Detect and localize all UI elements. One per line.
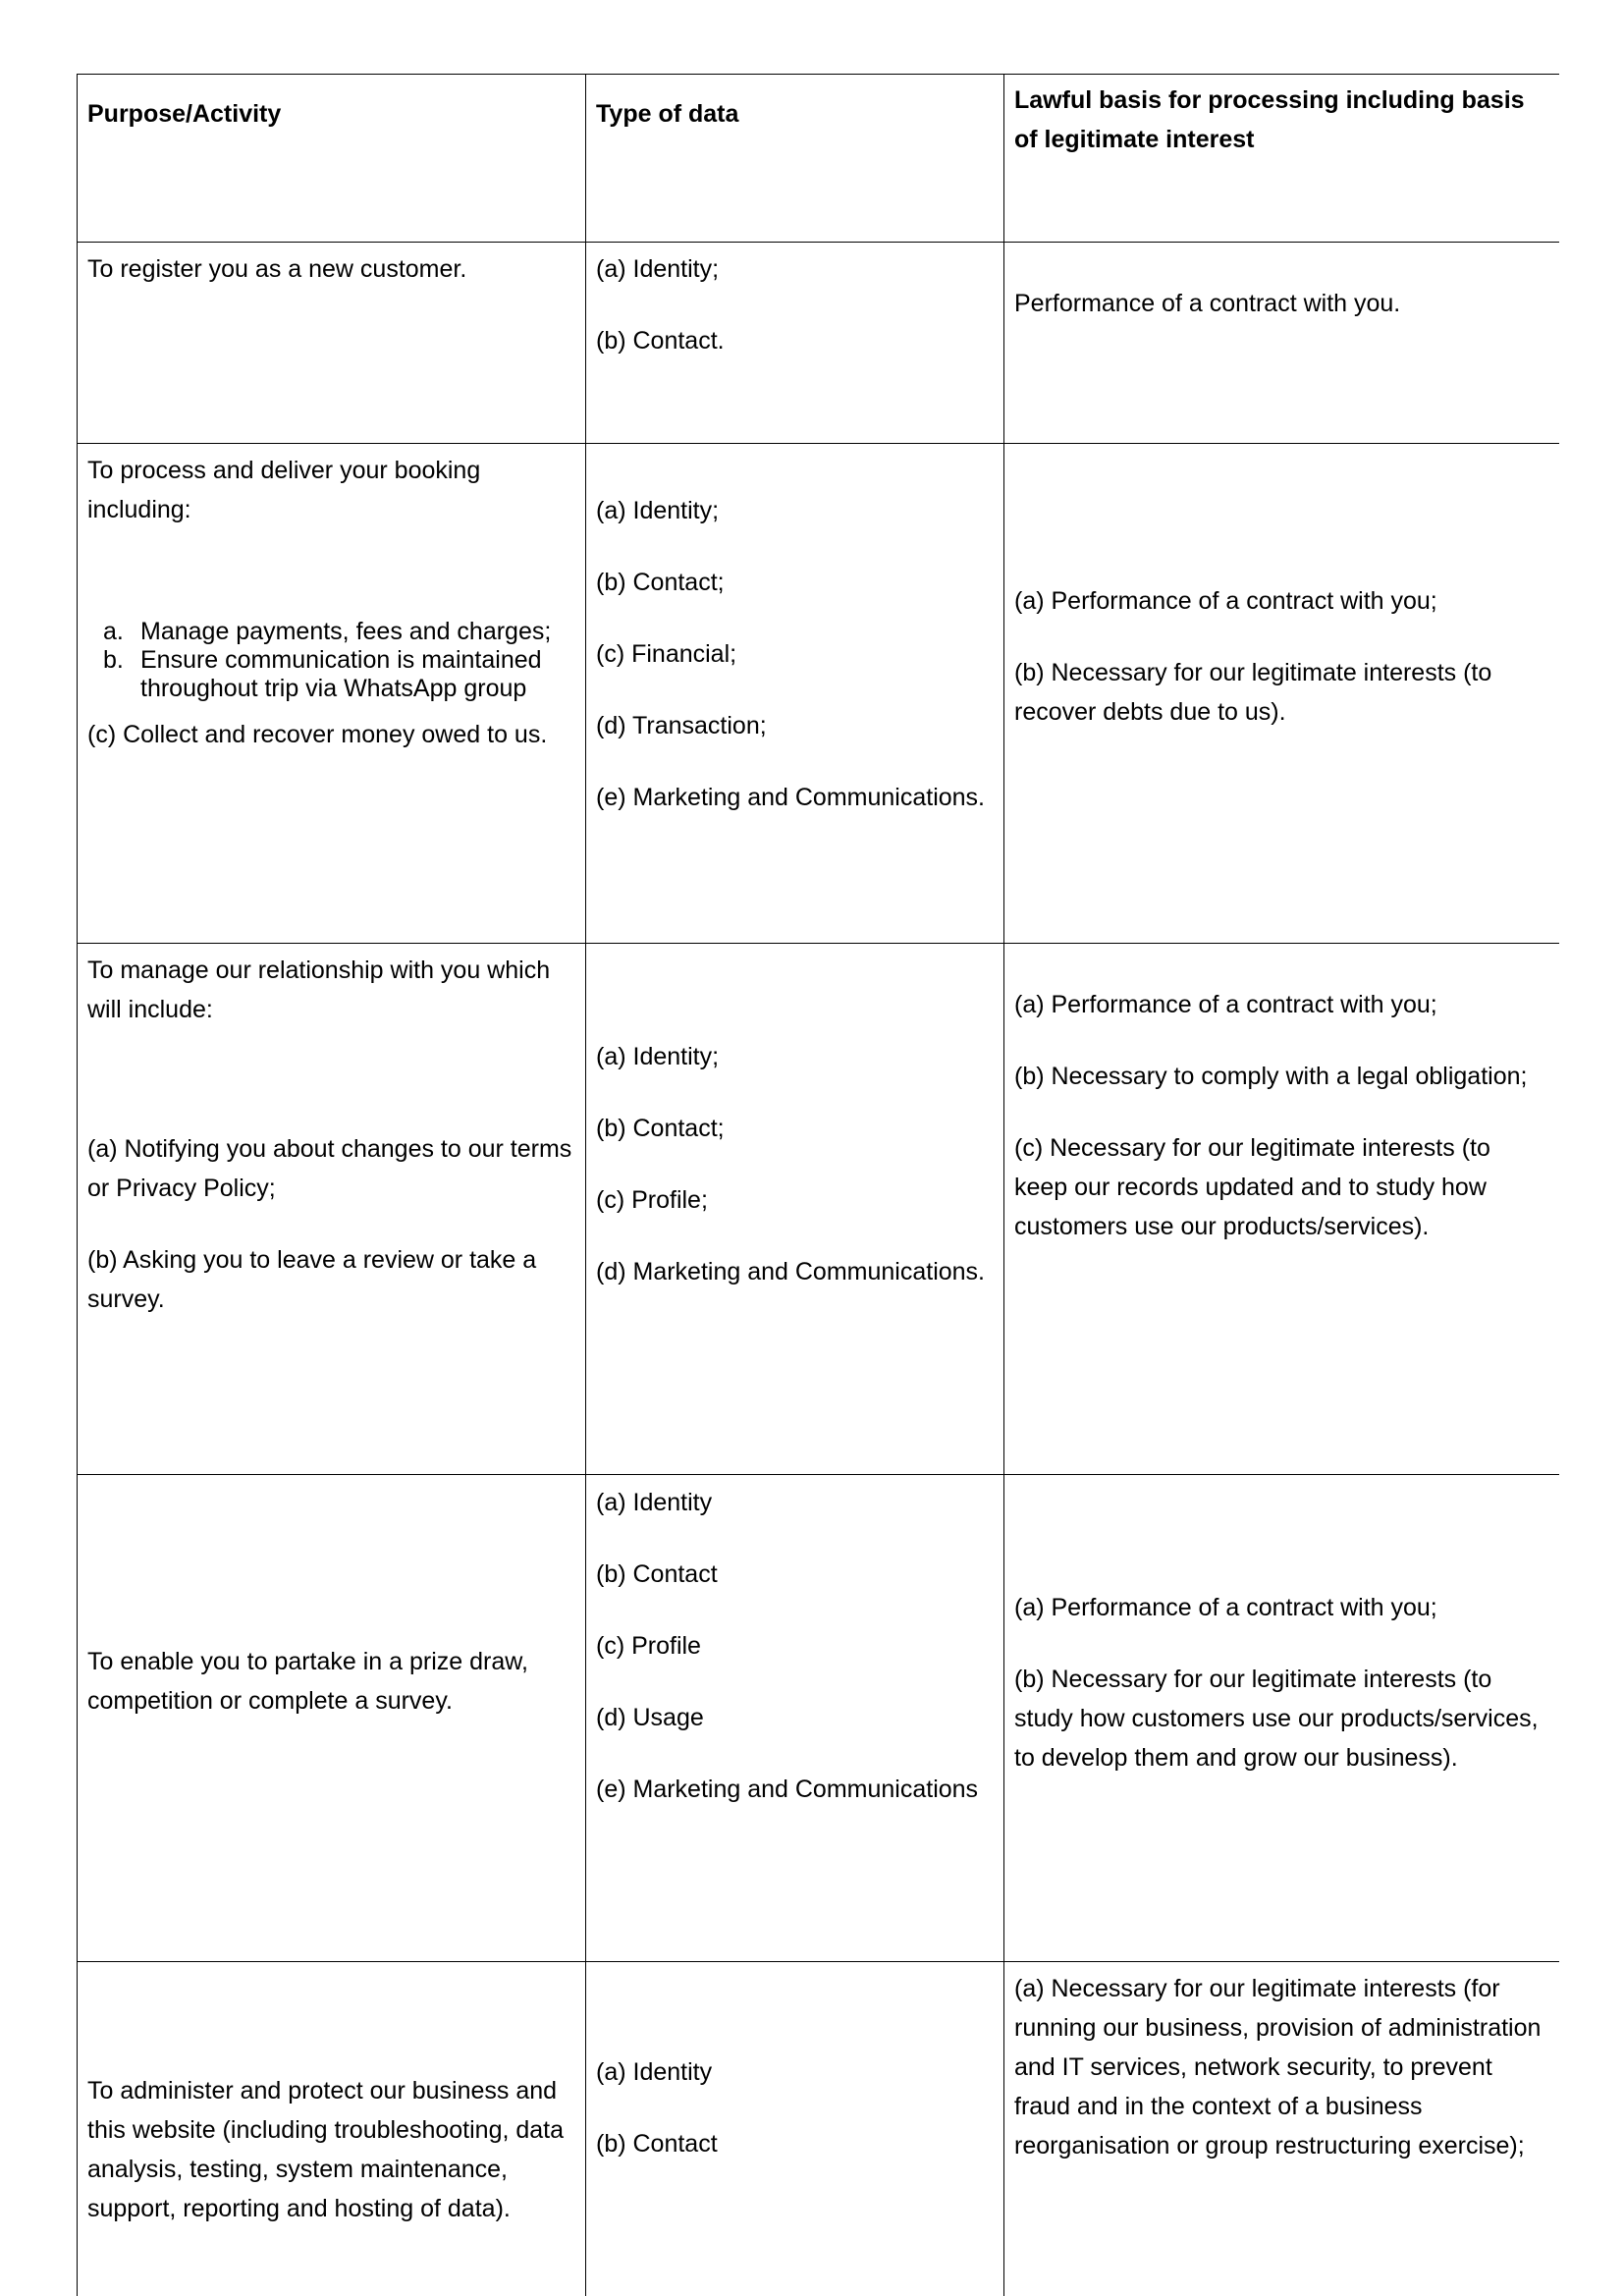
purpose-sublist: [87, 618, 575, 703]
basis-item: (b) Necessary for our legitimate interests (to study how customers use our products/services, to develop them and grow our business).: [1014, 1666, 1539, 1772]
basis-cell: [1004, 444, 1560, 944]
basis-item: Performance of a contract with you.: [1014, 290, 1401, 317]
type-item: (d) Usage: [596, 1704, 704, 1731]
type-item: (c) Financial;: [596, 640, 737, 668]
list-item: [87, 646, 575, 703]
basis-cell: [1004, 243, 1560, 444]
type-item: (a) Identity;: [596, 255, 720, 283]
type-cell: [586, 1962, 1004, 2296]
type-cell: [586, 1475, 1004, 1962]
type-item: (b) Contact: [596, 1560, 718, 1588]
table-row: [78, 1475, 1560, 1962]
lawful-basis-table: [77, 74, 1559, 2296]
type-item: (a) Identity: [596, 2058, 713, 2086]
table-row: [78, 243, 1560, 444]
header-purpose: Purpose/Activity: [87, 100, 282, 128]
table-row: [78, 444, 1560, 944]
type-item: (b) Contact;: [596, 569, 725, 596]
purpose-cell: [78, 243, 586, 444]
purpose-text: To process and deliver your booking including:: [87, 457, 481, 523]
table-row: [78, 1962, 1560, 2296]
purpose-cell: [78, 1475, 586, 1962]
type-item: (a) Identity: [596, 1489, 713, 1516]
type-item: (c) Profile;: [596, 1186, 708, 1214]
table-header-row: [78, 75, 1560, 243]
basis-item: (b) Necessary for our legitimate interests (to recover debts due to us).: [1014, 659, 1492, 726]
header-cell-type: [586, 75, 1004, 243]
purpose-extra: (c) Collect and recover money owed to us.: [87, 721, 548, 748]
basis-cell: [1004, 944, 1560, 1475]
header-cell-purpose: [78, 75, 586, 243]
type-item: (e) Marketing and Communications.: [596, 784, 985, 811]
type-item: (b) Contact;: [596, 1115, 725, 1142]
basis-item: (a) Performance of a contract with you;: [1014, 991, 1437, 1018]
basis-item: (c) Necessary for our legitimate interests (to keep our records updated and to study how customers use our products/services).: [1014, 1134, 1490, 1240]
basis-item: (b) Necessary to comply with a legal obligation;: [1014, 1063, 1528, 1090]
purpose-cell: [78, 444, 586, 944]
basis-cell: [1004, 1475, 1560, 1962]
basis-item: (a) Performance of a contract with you;: [1014, 587, 1437, 615]
purpose-extra: (a) Notifying you about changes to our terms or Privacy Policy;: [87, 1135, 572, 1202]
header-type: Type of data: [596, 100, 739, 128]
list-item: [87, 618, 575, 646]
type-item: (a) Identity;: [596, 497, 720, 524]
purpose-cell: [78, 944, 586, 1475]
basis-item: (a) Performance of a contract with you;: [1014, 1594, 1437, 1621]
list-text: Manage payments, fees and charges;: [140, 618, 552, 645]
document-page: [77, 74, 1559, 2296]
type-item: (a) Identity;: [596, 1043, 720, 1070]
basis-item: (a) Necessary for our legitimate interests (for running our business, provision of administration and IT services, network security, to prevent fraud and in the context of a business reorganisation or group restructuring exercise);: [1014, 1975, 1542, 2159]
list-text: Ensure communication is maintained throughout trip via WhatsApp group: [140, 646, 542, 702]
type-cell: [586, 444, 1004, 944]
purpose-text: To register you as a new customer.: [87, 255, 467, 283]
header-cell-basis: [1004, 75, 1560, 243]
type-item: (b) Contact: [596, 2130, 718, 2158]
type-item: (e) Marketing and Communications: [596, 1776, 979, 1803]
type-item: (d) Transaction;: [596, 712, 767, 739]
table-row: [78, 944, 1560, 1475]
header-basis: Lawful basis for processing including basis of legitimate interest: [1014, 86, 1525, 153]
type-item: (b) Contact.: [596, 327, 725, 355]
type-item: (d) Marketing and Communications.: [596, 1258, 985, 1285]
purpose-cell: [78, 1962, 586, 2296]
purpose-extra: (b) Asking you to leave a review or take a survey.: [87, 1246, 537, 1313]
purpose-text: To manage our relationship with you which will include:: [87, 957, 551, 1023]
purpose-text: To administer and protect our business and this website (including troubleshooting, data analysis, testing, system maintenance, support, reporting and hosting of data).: [87, 2077, 565, 2222]
type-cell: [586, 944, 1004, 1475]
basis-cell: [1004, 1962, 1560, 2296]
type-item: (c) Profile: [596, 1632, 701, 1660]
type-cell: [586, 243, 1004, 444]
purpose-text: To enable you to partake in a prize draw, competition or complete a survey.: [87, 1648, 528, 1715]
list-marker: a.: [103, 618, 124, 645]
list-marker: b.: [103, 646, 124, 674]
